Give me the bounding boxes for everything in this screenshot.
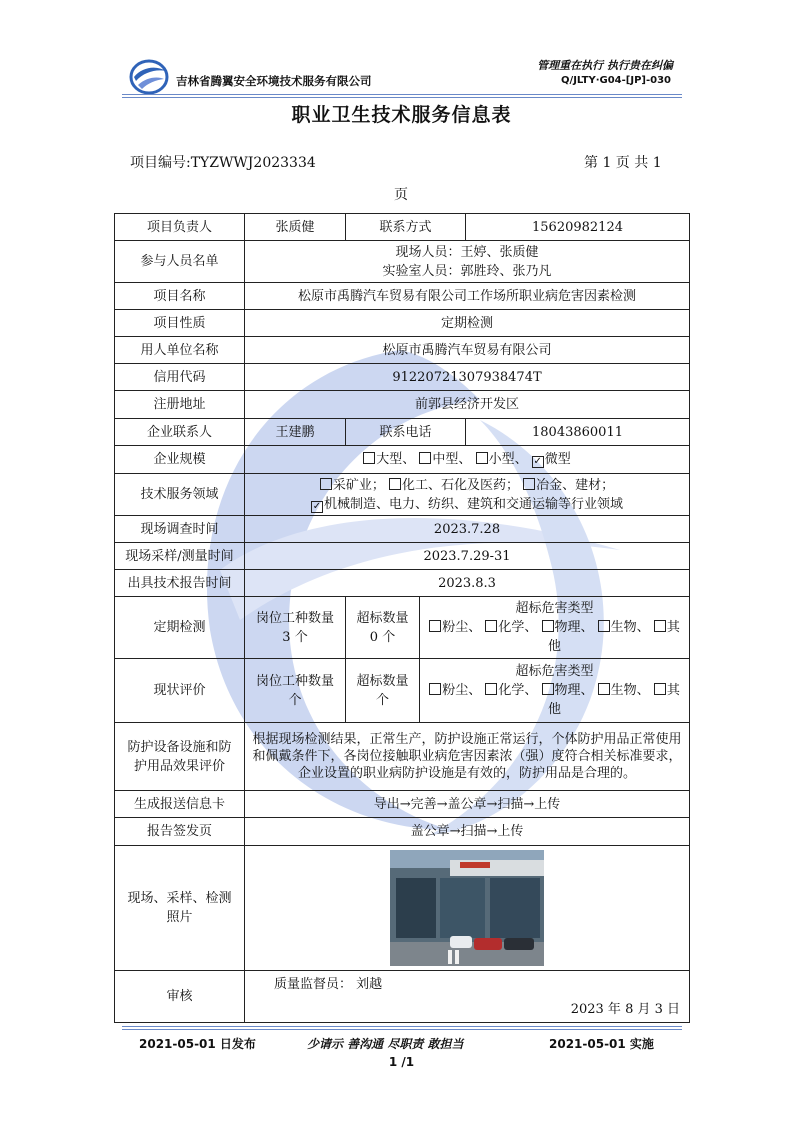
checkbox-chem[interactable] bbox=[485, 620, 497, 632]
table-row bbox=[115, 391, 690, 419]
label-line: 防护设备设施和防 bbox=[127, 739, 232, 755]
checkbox-large[interactable] bbox=[363, 452, 375, 464]
option-other: 其 bbox=[666, 683, 680, 698]
post-count-label: 岗位工种数量 bbox=[255, 673, 334, 689]
staff-onsite: 现场人员：王婷、张质健 bbox=[395, 244, 539, 260]
option-dust: 粉尘、 bbox=[442, 683, 482, 698]
company-name: 吉林省腾翼安全环境技术服务有限公司 bbox=[176, 74, 372, 88]
table-row bbox=[115, 419, 690, 446]
cell-value bbox=[245, 597, 346, 659]
checkbox-other[interactable] bbox=[654, 683, 666, 695]
cell-label: 注册地址 bbox=[115, 391, 245, 419]
cell-value bbox=[245, 241, 690, 283]
over-count-value: 个 bbox=[375, 692, 389, 708]
cell-label: 生成报送信息卡 bbox=[115, 791, 245, 818]
option-large: 大型、 bbox=[376, 452, 416, 467]
over-count-label: 超标数量 bbox=[356, 673, 409, 689]
header-divider bbox=[122, 94, 682, 95]
cell-value: 18043860011 bbox=[466, 419, 690, 446]
site-photo-image bbox=[390, 850, 544, 966]
cell-label: 企业联系人 bbox=[115, 419, 245, 446]
option-chemical: 化工、石化及医药； bbox=[402, 477, 520, 493]
cell-value bbox=[245, 446, 690, 474]
cell-label: 审核 bbox=[115, 971, 245, 1023]
label-line: 现场、采样、检测 bbox=[127, 891, 232, 906]
cell-value: 导出→完善→盖公章→扫描→上传 bbox=[245, 791, 690, 818]
cell-label: 项目名称 bbox=[115, 283, 245, 310]
post-count-value: 3 个 bbox=[282, 629, 308, 645]
option-chem: 化学、 bbox=[498, 620, 538, 635]
cell-value: 盖公章→扫描→上传 bbox=[245, 818, 690, 846]
footer-page-number: 1 /1 bbox=[388, 1055, 415, 1069]
table-row bbox=[115, 846, 690, 971]
table-row bbox=[115, 310, 690, 337]
option-dust: 粉尘、 bbox=[442, 620, 482, 635]
cell-label: 联系电话 bbox=[346, 419, 466, 446]
label-line: 护用品效果评价 bbox=[133, 758, 225, 774]
cell-value: 2023.8.3 bbox=[245, 570, 690, 597]
cell-value bbox=[245, 846, 690, 971]
hazard-type-title: 超标危害类型 bbox=[515, 664, 594, 679]
cell-label: 技术服务领域 bbox=[115, 474, 245, 516]
checkbox-mining[interactable] bbox=[320, 478, 332, 490]
company-logo-icon bbox=[128, 55, 170, 97]
option-machinery: 机械制造、电力、纺织、建筑和交通运输等行业领域 bbox=[324, 496, 624, 512]
cell-value bbox=[420, 659, 690, 723]
checkbox-other[interactable] bbox=[654, 620, 666, 632]
cell-value bbox=[245, 474, 690, 516]
option-other-wrap: 他 bbox=[548, 702, 562, 717]
table-row bbox=[115, 214, 690, 241]
cell-label: 现场调查时间 bbox=[115, 516, 245, 543]
cell-value: 根据现场检测结果，正常生产，防护设施正常运行，个体防护用品正常使用和佩戴条件下，各岗位接触职业病危害因素浓（强）度符合相关标准要求，企业设置的职业病防护设施是有效的，防护用品是合理的。 bbox=[245, 723, 690, 791]
cell-label: 报告签发页 bbox=[115, 818, 245, 846]
option-other: 其 bbox=[666, 620, 680, 635]
cell-value: 前郭县经济开发区 bbox=[245, 391, 690, 419]
cell-value: 91220721307938474T bbox=[245, 364, 690, 391]
table-row bbox=[115, 597, 690, 659]
cell-label: 定期检测 bbox=[115, 597, 245, 659]
checkbox-dust[interactable] bbox=[429, 620, 441, 632]
cell-label bbox=[115, 723, 245, 791]
option-medium: 中型、 bbox=[432, 452, 472, 467]
footer-release-date: 2021-05-01 日发布 bbox=[139, 1037, 256, 1051]
cell-value: 松原市禹腾汽车贸易有限公司 bbox=[245, 337, 690, 364]
cell-value: 王建鹏 bbox=[245, 419, 346, 446]
checkbox-metallurgy[interactable] bbox=[523, 478, 535, 490]
cell-label: 出具技术报告时间 bbox=[115, 570, 245, 597]
cell-label: 项目性质 bbox=[115, 310, 245, 337]
option-physical: 物理、 bbox=[554, 620, 594, 635]
table-row bbox=[115, 818, 690, 846]
over-count-value: 0 个 bbox=[369, 629, 396, 645]
cell-label: 企业规模 bbox=[115, 446, 245, 474]
cell-label bbox=[115, 846, 245, 971]
page-info: 第 1 页 共 1 bbox=[584, 155, 662, 171]
cell-label: 项目负责人 bbox=[115, 214, 245, 241]
info-table bbox=[114, 213, 690, 1023]
footer-divider-2 bbox=[122, 1029, 682, 1030]
option-mining: 采矿业； bbox=[332, 477, 385, 493]
option-small: 小型、 bbox=[488, 452, 528, 467]
cell-value: 2023.7.28 bbox=[245, 516, 690, 543]
table-row bbox=[115, 283, 690, 310]
footer-slogan: 少请示 善沟通 尽职责 敢担当 bbox=[307, 1037, 464, 1051]
cell-value bbox=[245, 659, 346, 723]
checkbox-small[interactable] bbox=[476, 452, 488, 464]
table-row bbox=[115, 659, 690, 723]
table-row bbox=[115, 723, 690, 791]
audit-date: 2023 年 8 月 3 日 bbox=[570, 1001, 681, 1017]
cell-label: 信用代码 bbox=[115, 364, 245, 391]
page-info-wrap: 页 bbox=[394, 187, 408, 203]
label-line: 照片 bbox=[166, 910, 193, 925]
cell-value bbox=[346, 659, 420, 723]
table-row bbox=[115, 364, 690, 391]
option-bio: 生物、 bbox=[610, 683, 650, 698]
cell-label: 现场采样/测量时间 bbox=[115, 543, 245, 570]
table-row bbox=[115, 516, 690, 543]
checkbox-micro-checked[interactable]: ✓ bbox=[533, 456, 542, 467]
project-number: 项目编号:TYZWWJ2023334 bbox=[130, 155, 316, 171]
cell-value: 2023.7.29-31 bbox=[245, 543, 690, 570]
checkbox-physical[interactable] bbox=[542, 683, 554, 695]
post-count-value: 个 bbox=[288, 692, 302, 708]
option-other-wrap: 他 bbox=[548, 639, 562, 654]
staff-lab: 实验室人员：郭胜玲、张乃凡 bbox=[382, 263, 552, 279]
footer-implement-date: 2021-05-01 实施 bbox=[549, 1037, 654, 1051]
cell-value bbox=[245, 971, 690, 1023]
checkbox-bio[interactable] bbox=[598, 683, 610, 695]
cell-value bbox=[420, 597, 690, 659]
cell-value: 15620982124 bbox=[466, 214, 690, 241]
cell-value bbox=[346, 597, 420, 659]
cell-value: 张质健 bbox=[245, 214, 346, 241]
checkbox-medium[interactable] bbox=[419, 452, 431, 464]
option-chem: 化学、 bbox=[498, 683, 538, 698]
option-metallurgy: 冶金、建材； bbox=[536, 477, 615, 493]
option-physical: 物理、 bbox=[554, 683, 594, 698]
checkbox-bio[interactable] bbox=[598, 620, 610, 632]
checkbox-machinery-checked[interactable]: ✓ bbox=[312, 500, 322, 512]
cell-label: 参与人员名单 bbox=[115, 241, 245, 283]
checkbox-chem[interactable] bbox=[485, 683, 497, 695]
option-micro: 微型 bbox=[544, 452, 571, 467]
quality-supervisor: 质量监督员： 刘越 bbox=[274, 976, 383, 992]
footer-divider bbox=[122, 1026, 682, 1027]
table-row bbox=[115, 337, 690, 364]
cell-label: 现状评价 bbox=[115, 659, 245, 723]
cell-value: 定期检测 bbox=[245, 310, 690, 337]
cell-label: 联系方式 bbox=[346, 214, 466, 241]
table-row bbox=[115, 543, 690, 570]
cell-label: 用人单位名称 bbox=[115, 337, 245, 364]
checkbox-physical[interactable] bbox=[542, 620, 554, 632]
table-row bbox=[115, 570, 690, 597]
over-count-label: 超标数量 bbox=[356, 610, 409, 626]
table-row bbox=[115, 474, 690, 516]
checkbox-dust[interactable] bbox=[429, 683, 441, 695]
table-row bbox=[115, 791, 690, 818]
post-count-label: 岗位工种数量 bbox=[255, 610, 334, 626]
option-bio: 生物、 bbox=[610, 620, 650, 635]
checkbox-chemical[interactable] bbox=[389, 478, 401, 490]
hazard-type-title: 超标危害类型 bbox=[515, 601, 594, 616]
header-divider-2 bbox=[122, 97, 682, 98]
header-slogan: 管理重在执行 执行贵在纠偏 bbox=[537, 59, 673, 72]
page-title: 职业卫生技术服务信息表 bbox=[291, 104, 512, 126]
table-row bbox=[115, 241, 690, 283]
table-row bbox=[115, 971, 690, 1023]
cell-value: 松原市禹腾汽车贸易有限公司工作场所职业病危害因素检测 bbox=[245, 283, 690, 310]
document-code: Q/JLTY·G04-[JP]-030 bbox=[561, 75, 671, 86]
table-row bbox=[115, 446, 690, 474]
